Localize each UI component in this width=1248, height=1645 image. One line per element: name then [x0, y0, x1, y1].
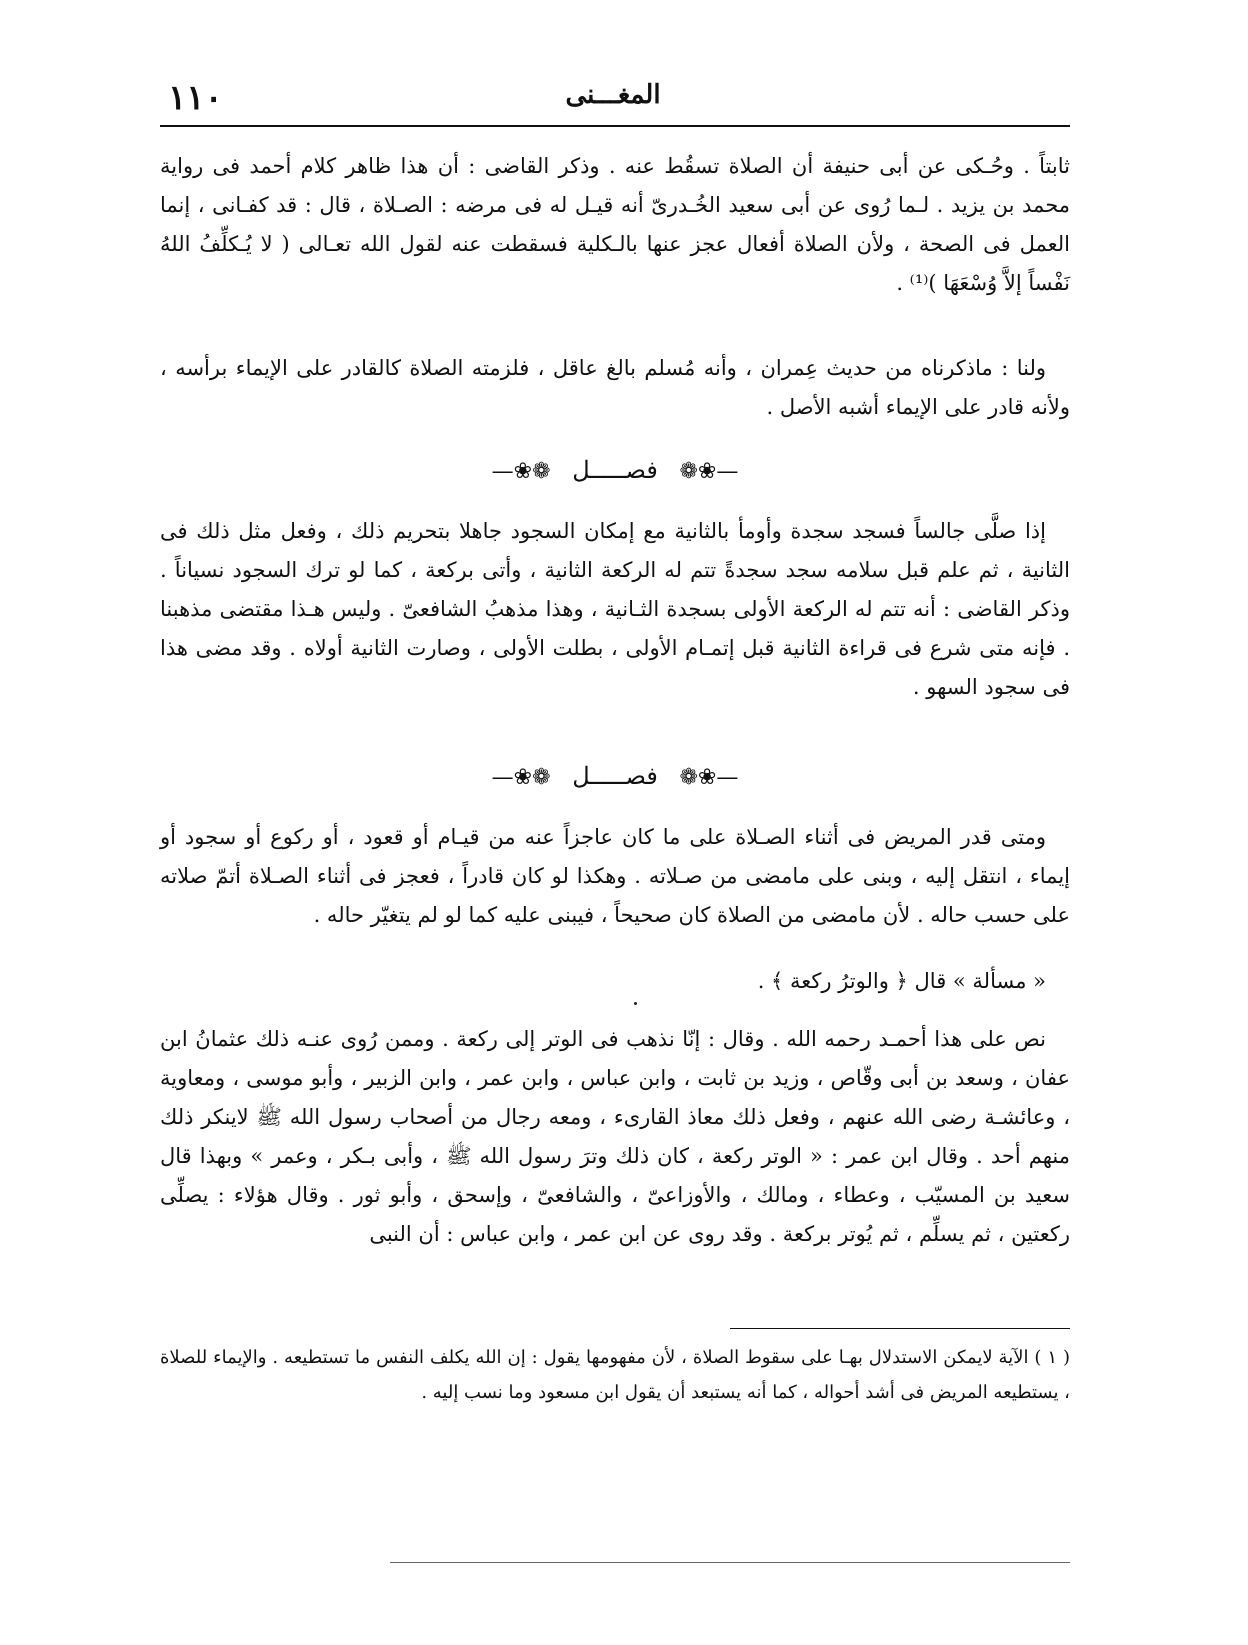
ornament-icon: —❀❁	[679, 765, 739, 790]
header-rule	[160, 125, 1070, 127]
page-number: ١١٠	[168, 78, 223, 118]
section-heading-fasl-2	[160, 756, 1070, 798]
footnote-rule	[730, 1328, 1070, 1329]
page-header	[150, 74, 1076, 120]
masala-heading: « مسألة » قال ﴿ والوترُ ركعة ﴾ .	[757, 969, 1046, 993]
section-heading-label: فصـــــل	[572, 762, 658, 790]
paragraph-2: ولنا : ماذكرناه من حديث عِمران ، وأنه مُسلم بالغ عاقل ، فلزمته الصلاة كالقادر على الإيماء برأسه ، ولأنه قادر على الإيماء أشبه الأصل .	[160, 356, 1070, 419]
paragraph-5: نص على هذا أحمـد رحمه الله . وقال : إنّا نذهب فى الوتر إلى ركعة . وممن رُوى عنـه ذلك عثمانُ ابن عفان ، وسعد بن أبى وقّاص ، وزيد بن ثابت ، وابن عباس ، وابن عمر ، وابن الزبير ، وأبو موسى ، ومعاوية ، وعائشـة رضى الله عنهم ، وفعل ذلك معاذ القارىء ، ومعه رجال من أصحاب رسول الله ﷺ لاينكر ذلك منهم أحد . وقال ابن عمر : « الوتر ركعة ، كان ذلك وترَ رسول الله ﷺ ، وأبى بـكر ، وعمر » وبهذا قال سعيد بن المسيّب ، وعطاء ، ومالك ، والأوزاعىّ ، والشافعىّ ، وإسحق ، وأبو ثور . وقال هؤلاء : يصلِّى ركعتين ، ثم يسلِّم ، ثم يُوتر بركعة . وقد روى عن ابن عمر ، وابن عباس : أن النبى	[160, 1027, 1070, 1246]
ornament-icon: ❁❀—	[491, 459, 551, 484]
paragraph-1: ثابتاً . وحُـكى عن أبى حنيفة أن الصلاة تسقُط عنه . وذكر القاضى : أن هذا ظاهر كلام أحمد فى رواية محمد بن يزيد . لـما رُوى عن أبى سعيد الخُـدرىّ أنه قيـل له فى مرضه : الصـلاة ، قال : قد كفـانى ، إنما العمل فى الصحة ، ولأن الصلاة أفعال عجز عنها بالـكلية فسقطت عنه لقول الله تعـالى ( لا يُـكلِّفُ اللهُ نَفْساً إلاَّ وُسْعَهَا )⁽¹⁾ .	[160, 154, 1070, 295]
ornament-icon: ❁❀—	[491, 765, 551, 790]
bottom-rule	[390, 1562, 1070, 1563]
stray-dot	[634, 1002, 637, 1005]
paragraph-4: ومتى قدر المريض فى أثناء الصـلاة على ما كان عاجزاً عنه من قيـام أو قعود ، أو ركوع أو سجود أو إيماء ، انتقل إليه ، وبنى على مامضى من صـلاته . وهكذا لو كان قادراً ، فعجز فى أثناء الصـلاة أتمّ صلاته على حسب حاله . لأن مامضى من الصلاة كان صحيحاً ، فيبنى عليه كما لو لم يتغيّر حاله .	[160, 825, 1070, 927]
footnote: ( ١ ) الآية لايمكن الاستدلال بهـا على سقوط الصلاة ، لأن مفهومها يقول : إن الله يكلف النفس ما تستطيعه . والإيماء للصلاة ، يستطيعه المريض فى أشد أحواله ، كما أنه يستبعد أن يقول ابن مسعود وما نسب إليه .	[160, 1347, 1070, 1403]
section-heading-fasl-1	[160, 450, 1070, 492]
running-title: المغـــنى	[565, 80, 661, 110]
paragraph-3: إذا صلَّى جالساً فسجد سجدة وأومأ بالثانية مع إمكان السجود جاهلا بتحريم ذلك ، وفعل مثل ذلك فى الثانية ، ثم علم قبل سلامه سجد سجدةً تتم له الركعة الثانية ، وأتى بركعة ، كما لو ترك السجود نسياناً . وذكر القاضى : أنه تتم له الركعة الأولى بسجدة الثـانية ، وهذا مذهبُ الشافعىّ . وليس هـذا مقتضى مذهبنا . فإنه متى شرع فى قراءة الثانية قبل إتمـام الأولى ، بطلت الأولى ، وصارت الثانية أولاه . وقد مضى هذا فى سجود السهو .	[160, 519, 1070, 699]
ornament-icon: —❀❁	[679, 459, 739, 484]
section-heading-label: فصـــــل	[572, 456, 658, 484]
